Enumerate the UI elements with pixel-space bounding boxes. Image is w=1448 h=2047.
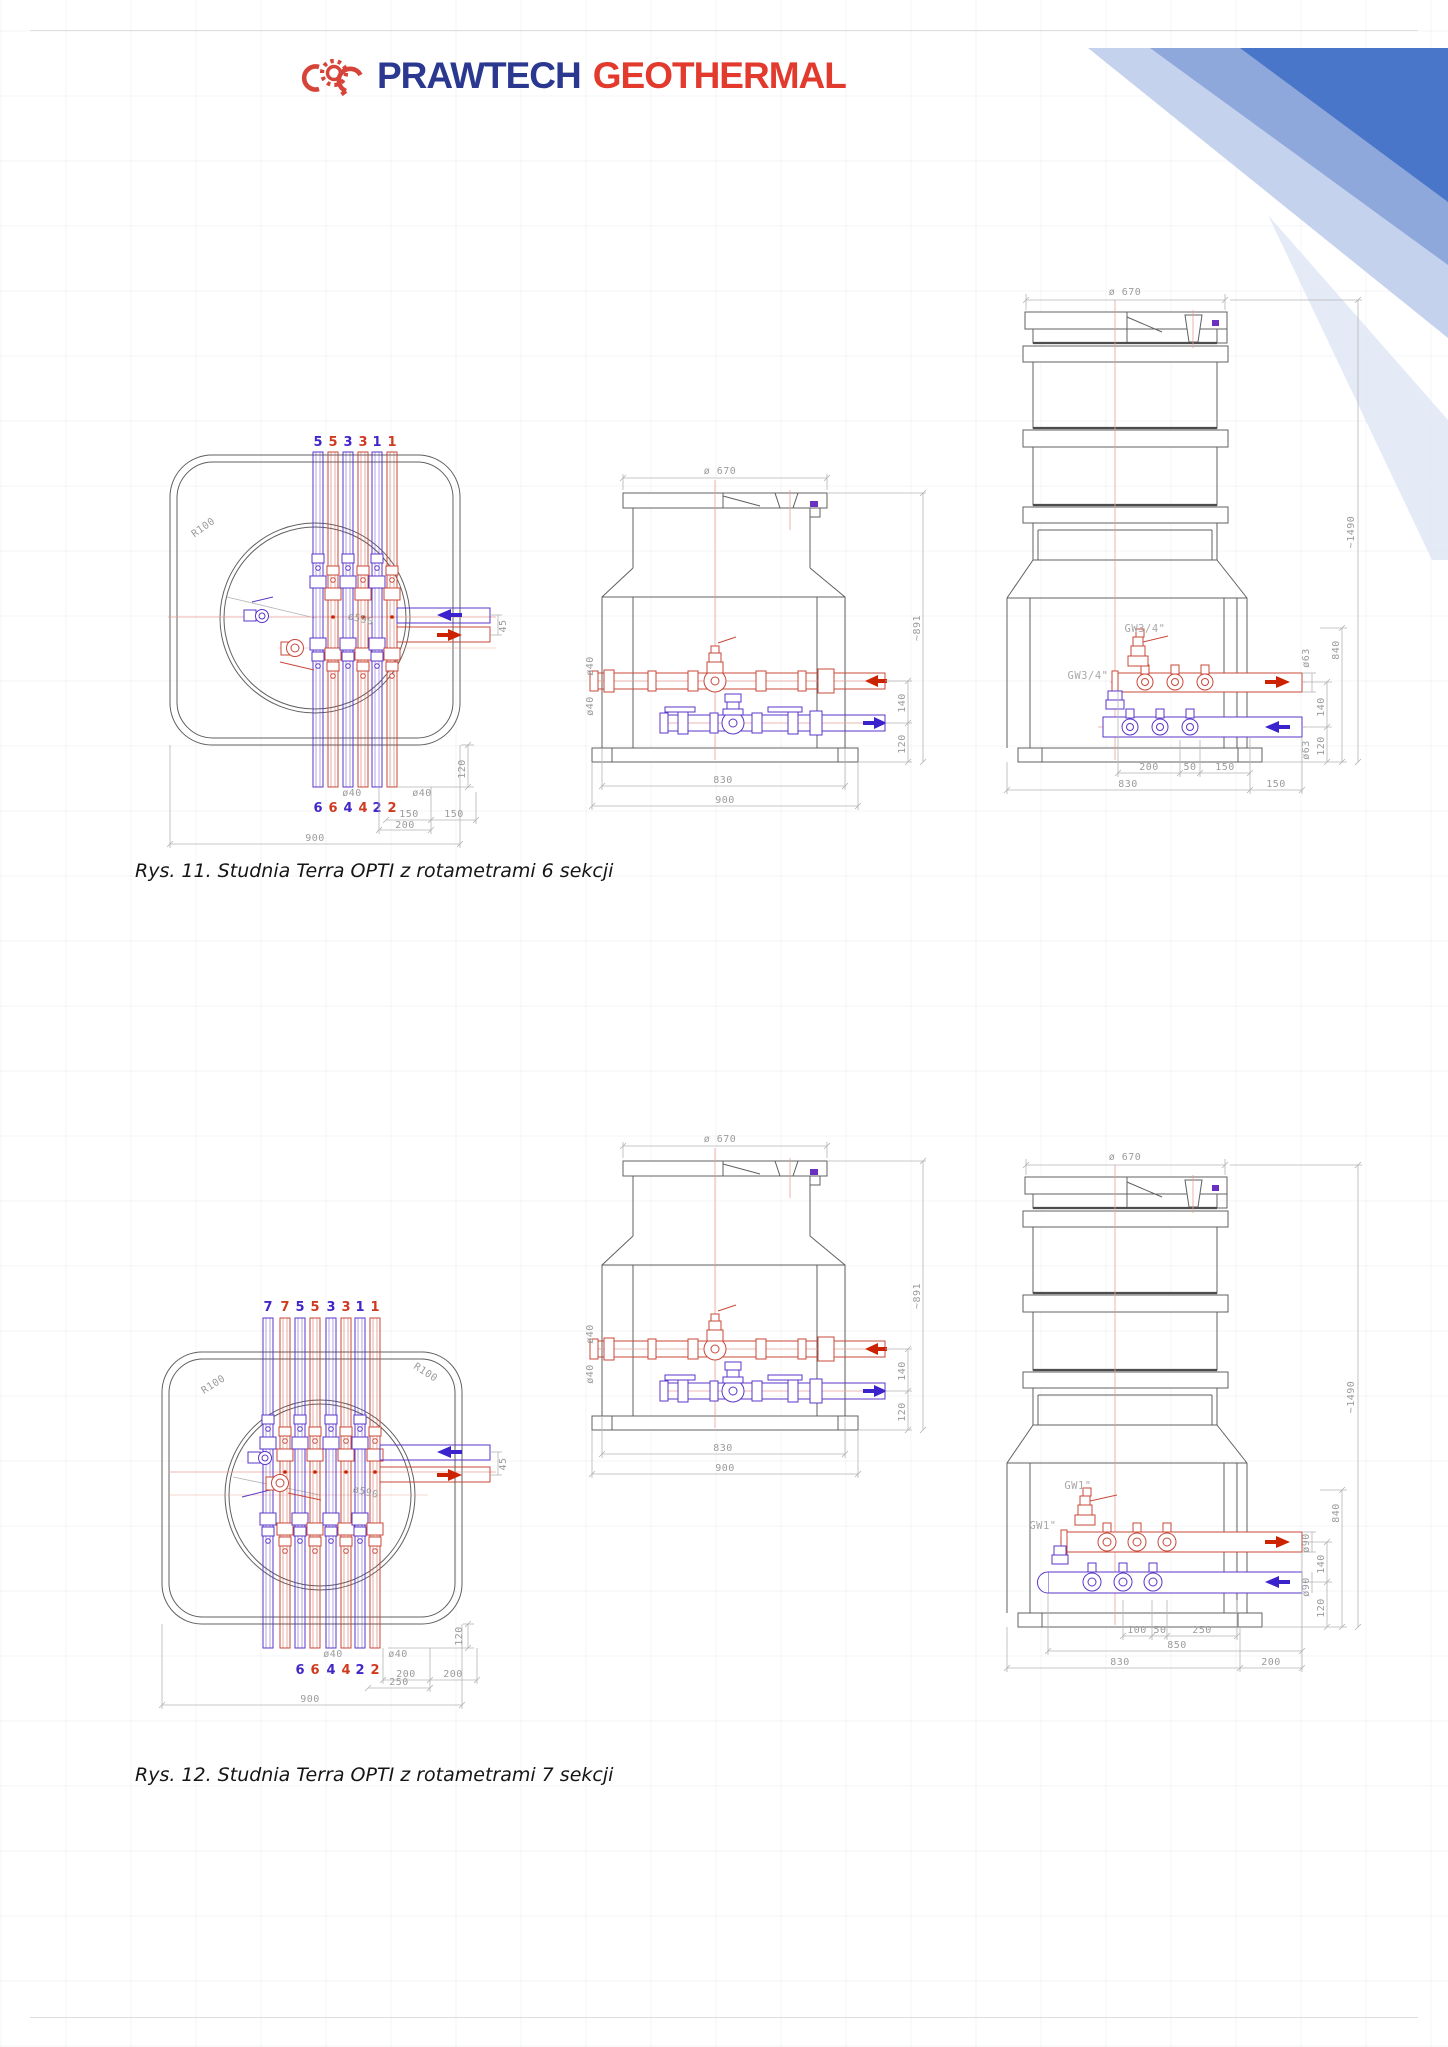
- pipe-number-label: 6: [313, 801, 323, 816]
- seal-marker: [1212, 1185, 1219, 1191]
- pipe-number-label: 5: [295, 1300, 305, 1315]
- section-pipe: [325, 452, 341, 787]
- dim-label: R100: [189, 515, 218, 540]
- rys11-front-view-drawing: [560, 460, 960, 820]
- pipe-number-label: 2: [372, 801, 382, 816]
- dimensions: [1004, 1152, 1362, 1672]
- dim-label: 830: [713, 1443, 733, 1454]
- thread-label: GW1": [1064, 1480, 1092, 1492]
- supply-return-exit-pipes: [397, 608, 490, 642]
- dim-label: 150: [1215, 762, 1235, 773]
- rys12-top-view-drawing: [128, 1295, 528, 1725]
- pipe-number-label: 1: [372, 435, 382, 450]
- dim-label: ø90: [1301, 1533, 1312, 1553]
- thread-label: GW3/4": [1067, 670, 1109, 682]
- dim-label: ø40: [585, 1364, 596, 1384]
- red-flow-arrow: [437, 1469, 462, 1481]
- pipe-number-label: 7: [280, 1300, 290, 1315]
- thread-label: GW3/4": [1124, 623, 1166, 635]
- dim-label: 120: [454, 1626, 465, 1646]
- pipe-number-label: 4: [326, 1663, 336, 1678]
- dim-label: ~891: [912, 1282, 923, 1310]
- dim-label: 900: [715, 1463, 735, 1474]
- dim-label: ø 670: [1108, 287, 1142, 298]
- red-supply-manifold: [1110, 629, 1306, 694]
- section-pipe: [367, 1318, 383, 1648]
- riser-stack-outline: [1023, 312, 1228, 560]
- dim-label: ø40: [342, 788, 362, 799]
- dim-label: ø590: [346, 611, 375, 628]
- section-pipe: [307, 1318, 323, 1648]
- section-pipe: [292, 1318, 308, 1648]
- blue-flow-arrow: [437, 609, 462, 621]
- pipe-number-label: 2: [355, 1663, 365, 1678]
- pipe-number-label: 3: [358, 435, 368, 450]
- pipe-number-label: 1: [387, 435, 397, 450]
- section-pipe: [310, 452, 326, 787]
- dim-label: ø63: [1301, 740, 1312, 760]
- dim-label: 140: [1316, 1554, 1327, 1574]
- dim-label: 900: [715, 795, 735, 806]
- dim-label: 120: [897, 734, 908, 754]
- red-supply-pipe: [590, 1305, 887, 1361]
- riser-stack-outline: [1023, 1177, 1228, 1425]
- dim-label: 150: [1266, 779, 1286, 790]
- manifold-tee-fitting: [244, 597, 314, 670]
- pipe-number-label: 4: [343, 801, 353, 816]
- dim-label: ~1490: [1346, 515, 1357, 549]
- pit-outline: [170, 455, 460, 745]
- dim-label: 200: [443, 1669, 463, 1680]
- dim-label: ø40: [412, 788, 432, 799]
- dim-label: 140: [897, 1361, 908, 1381]
- dim-label: 200: [1139, 762, 1159, 773]
- red-supply-manifold: [1060, 1488, 1306, 1554]
- section-pipe: [352, 1318, 368, 1648]
- dim-label: 50: [1153, 1625, 1167, 1636]
- brand-name-primary: PRAWTECH: [377, 55, 581, 96]
- pipe-number-label: 3: [326, 1300, 336, 1315]
- dim-label: 840: [1331, 1503, 1342, 1523]
- pipe-number-label: 5: [310, 1300, 320, 1315]
- dim-label: 120: [1316, 1598, 1327, 1618]
- dim-label: 140: [897, 693, 908, 713]
- dim-label: ø590: [351, 1484, 380, 1501]
- seal-marker: [810, 1169, 818, 1175]
- dim-label: 850: [1167, 1640, 1187, 1651]
- pipe-number-label: 6: [328, 801, 338, 816]
- red-flow-arrow: [437, 629, 462, 641]
- dim-label: 200: [1261, 1657, 1281, 1668]
- pipe-number-label: 2: [387, 801, 397, 816]
- pipe-number-label: 1: [370, 1300, 380, 1315]
- dim-label: 830: [1118, 779, 1138, 790]
- dim-label: 120: [1316, 736, 1327, 756]
- brand-name-secondary: GEOTHERMAL: [592, 55, 846, 96]
- dim-label: ø63: [1301, 648, 1312, 668]
- blue-flow-arrow: [863, 717, 887, 729]
- pipe-number-label: 5: [313, 435, 323, 450]
- dim-label: R100: [199, 1373, 228, 1397]
- dim-label: 45: [498, 1457, 509, 1471]
- pipe-number-label: 1: [355, 1300, 365, 1315]
- dim-label: 120: [457, 759, 468, 779]
- footer-divider: [30, 2017, 1418, 2018]
- rys11-top-view-drawing: [128, 430, 528, 860]
- dim-label: 200: [396, 1669, 416, 1680]
- dim-label: 900: [300, 1694, 320, 1705]
- dim-label: 200: [395, 820, 415, 831]
- thread-label: GW1": [1029, 1520, 1057, 1532]
- dim-label: 45: [498, 619, 509, 633]
- supply-return-exit-pipes: [380, 1445, 490, 1482]
- dim-label: ø 670: [1108, 1152, 1142, 1163]
- pipe-number-label: 3: [343, 435, 353, 450]
- dim-label: 830: [713, 775, 733, 786]
- dim-label: ø40: [585, 1324, 596, 1344]
- dim-label: ø40: [585, 696, 596, 716]
- pipe-number-label: 7: [263, 1300, 273, 1315]
- gears-icon: [298, 48, 368, 104]
- seal-marker: [810, 501, 818, 507]
- section-pipe: [384, 452, 400, 787]
- red-flow-arrow: [865, 1343, 887, 1355]
- brand-name: [377, 55, 846, 97]
- rys12-side-view-drawing: [990, 1145, 1420, 1685]
- dim-label: R100: [411, 1361, 440, 1385]
- dim-label: ø40: [323, 1649, 343, 1660]
- pipe-number-label: 2: [370, 1663, 380, 1678]
- dim-label: 100: [1127, 1625, 1147, 1636]
- dim-label: 150: [444, 809, 464, 820]
- pipe-number-label: 5: [328, 435, 338, 450]
- dim-label: 900: [305, 833, 325, 844]
- pipe-number-label: 4: [341, 1663, 351, 1678]
- section-pipe: [323, 1318, 339, 1648]
- pipe-number-label: 6: [310, 1663, 320, 1678]
- blue-return-pipe: [660, 694, 887, 735]
- dim-label: 840: [1331, 640, 1342, 660]
- dim-label: 250: [389, 1677, 409, 1688]
- section-pipe: [338, 1318, 354, 1648]
- dim-label: ~891: [912, 614, 923, 642]
- blue-flow-arrow: [437, 1446, 462, 1458]
- blue-return-pipe: [660, 1362, 887, 1403]
- blue-return-manifold: [1098, 691, 1306, 737]
- dim-label: ø 670: [703, 1134, 737, 1145]
- pipe-number-label: 3: [341, 1300, 351, 1315]
- dim-label: ø90: [1301, 1577, 1312, 1597]
- figure-caption: Rys. 12. Studnia Terra OPTI z rotametrami 7 sekcji: [135, 1764, 614, 1786]
- dim-label: 140: [1316, 697, 1327, 717]
- rys11-side-view-drawing: [990, 280, 1420, 820]
- figure-caption: Rys. 11. Studnia Terra OPTI z rotametrami 6 sekcji: [135, 860, 614, 882]
- red-supply-pipe: [590, 637, 887, 693]
- dim-label: 830: [1110, 1657, 1130, 1668]
- dim-label: ø40: [585, 656, 596, 676]
- dim-label: ø 670: [703, 466, 737, 477]
- pipe-number-label: 4: [358, 801, 368, 816]
- dim-label: ~1490: [1346, 1380, 1357, 1414]
- dim-label: 250: [1192, 1625, 1212, 1636]
- centerlines: [168, 617, 496, 648]
- blue-flow-arrow: [863, 1385, 887, 1397]
- seal-marker: [1212, 320, 1219, 326]
- dim-label: 150: [399, 809, 419, 820]
- dim-label: 120: [897, 1402, 908, 1422]
- dim-label: 50: [1183, 762, 1197, 773]
- rys12-front-view-drawing: [560, 1128, 960, 1488]
- pipe-number-label: 6: [295, 1663, 305, 1678]
- blue-return-manifold: [1038, 1546, 1307, 1593]
- red-flow-arrow: [865, 675, 887, 687]
- dim-label: ø40: [388, 1649, 408, 1660]
- brand-logo: [298, 48, 846, 104]
